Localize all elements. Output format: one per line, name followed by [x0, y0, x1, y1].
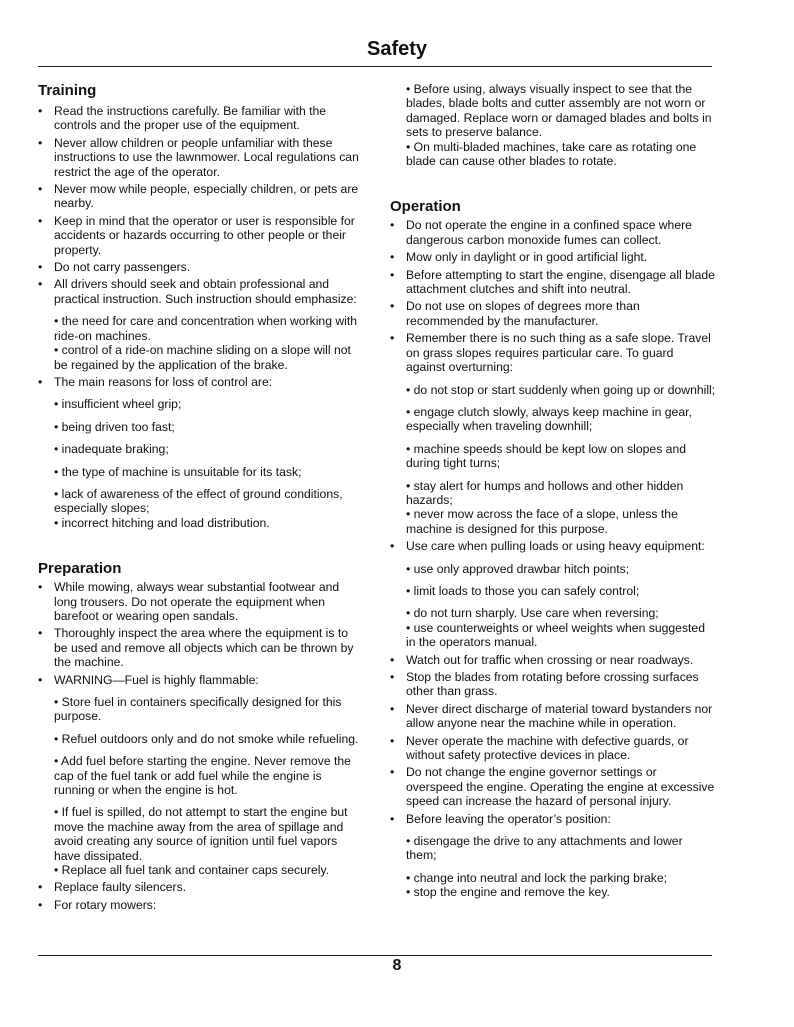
- list-item: • Do not use on slopes of degrees more than recommended by the manufacturer.: [390, 299, 716, 328]
- list-item: • Do not change the engine governor settings or overspeed the engine. Operating the engine at excessive speed can increase the hazard of personal injury.: [390, 765, 716, 808]
- sub-item: • change into neutral and lock the parking brake;: [406, 870, 668, 885]
- list-item: • Replace faulty silencers.: [38, 880, 362, 894]
- sub-item: • stop the engine and remove the key.: [406, 885, 610, 900]
- sub-item: • Refuel outdoors only and do not smoke while refueling.: [54, 731, 359, 746]
- sub-item: • Store fuel in containers specifically designed for this purpose.: [54, 695, 342, 724]
- list-item: • Never mow while people, especially children, or pets are nearby.: [38, 182, 362, 211]
- sub-item: • machine speeds should be kept low on slopes and during tight turns;: [406, 441, 687, 471]
- sub-item: • disengage the drive to any attachments and lower them;: [406, 834, 683, 863]
- list-item: • Never direct discharge of material toward bystanders nor allow anyone near the machine while in operation.: [390, 702, 716, 731]
- sub-item: • On multi-bladed machines, take care as rotating one blade can cause other blades to rotate.: [406, 139, 697, 169]
- list-item: • Do not carry passengers.: [38, 260, 362, 274]
- sub-item: • Replace all fuel tank and container caps securely.: [54, 863, 330, 878]
- sub-item: • being driven too fast;: [54, 419, 175, 434]
- sub-item: • insufficient wheel grip;: [54, 397, 182, 412]
- sub-item: • the type of machine is unsuitable for its task;: [54, 464, 302, 479]
- sub-item: • inadequate braking;: [54, 442, 169, 457]
- sub-item: • stay alert for humps and hollows and other hidden hazards;: [406, 478, 684, 507]
- list-item: • Thoroughly inspect the area where the equipment is to be used and remove all objects which can be thrown by the machine.: [38, 626, 362, 669]
- list-item: • Watch out for traffic when crossing or near roadways.: [390, 653, 716, 667]
- list-item: • Before attempting to start the engine, disengage all blade attachment clutches and shift into neutral.: [390, 268, 716, 297]
- sub-item: • do not stop or start suddenly when going up or downhill;: [406, 382, 716, 397]
- list-item: • WARNING—Fuel is highly flammable:: [38, 673, 362, 687]
- sub-item: • lack of awareness of the effect of ground conditions, especially slopes;: [54, 486, 343, 516]
- sub-item: • Before using, always visually inspect to see that the blades, blade bolts and cutter assembly are not worn or damaged. Replace worn or damaged blades and bolts in sets to preserve balance.: [406, 82, 712, 140]
- sub-item: • use counterweights or wheel weights when suggested in the operators manual.: [406, 620, 705, 650]
- page-number: 8: [392, 957, 402, 974]
- bottom-rule: [38, 955, 712, 956]
- list-item: • Before leaving the operator’s position:: [390, 812, 716, 826]
- sub-item: • limit loads to those you can safely control;: [406, 583, 640, 598]
- list-item: • For rotary mowers:: [38, 898, 362, 912]
- list-item: • The main reasons for loss of control are:: [38, 375, 362, 389]
- list-item: • Stop the blades from rotating before crossing surfaces other than grass.: [390, 670, 716, 699]
- sub-item: • engage clutch slowly, always keep machine in gear, especially when traveling downhill;: [406, 404, 692, 434]
- list-item: • Read the instructions carefully. Be familiar with the controls and the proper use of the equipment.: [38, 104, 362, 133]
- training-heading: Training: [38, 82, 97, 99]
- sub-item: • control of a ride-on machine sliding on a slope will not be regained by the application of the brake.: [54, 343, 351, 372]
- operation-heading: Operation: [390, 198, 461, 216]
- list-item: • Use care when pulling loads or using heavy equipment:: [390, 539, 716, 553]
- sub-item: • If fuel is spilled, do not attempt to start the engine but move the machine away from the area of spillage and avoid creating any source of ignition until fuel vapors have dissipated.: [54, 805, 348, 863]
- list-item: • Never operate the machine with defective guards, or without safety protective devices in place.: [390, 734, 716, 763]
- right-column: [390, 82, 716, 900]
- list-item: • Never allow children or people unfamiliar with these instructions to use the lawnmower. Local regulations can restrict the age of the operator.: [38, 136, 362, 179]
- list-item: • Do not operate the engine in a confined space where dangerous carbon monoxide fumes can collect.: [390, 218, 716, 247]
- sub-item: • incorrect hitching and load distribution.: [54, 515, 270, 530]
- list-item: • Keep in mind that the operator or user is responsible for accidents or hazards occurring to other people or their property.: [38, 214, 362, 257]
- sub-item: • never mow across the face of a slope, unless the machine is designed for this purpose.: [406, 507, 678, 536]
- left-column: [38, 82, 362, 912]
- preparation-heading: Preparation: [38, 560, 122, 578]
- top-rule: [38, 66, 712, 67]
- sub-item: • Add fuel before starting the engine. Never remove the cap of the fuel tank or add fuel while the engine is running or when the engine is hot.: [54, 754, 351, 798]
- list-item: • While mowing, always wear substantial footwear and long trousers. Do not operate the equipment when barefoot or wearing open sandals.: [38, 580, 362, 623]
- list-item: • All drivers should seek and obtain professional and practical instruction. Such instruction should emphasize:: [38, 277, 362, 306]
- sub-item: • the need for care and concentration when working with ride-on machines.: [54, 314, 358, 343]
- list-item: • Mow only in daylight or in good artificial light.: [390, 250, 716, 264]
- sub-item: • do not turn sharply. Use care when reversing;: [406, 606, 659, 621]
- list-item: • Remember there is no such thing as a safe slope. Travel on grass slopes requires particular care. To guard against overturning:: [390, 331, 716, 374]
- page-title: Safety: [366, 38, 428, 60]
- sub-item: • use only approved drawbar hitch points;: [406, 561, 630, 576]
